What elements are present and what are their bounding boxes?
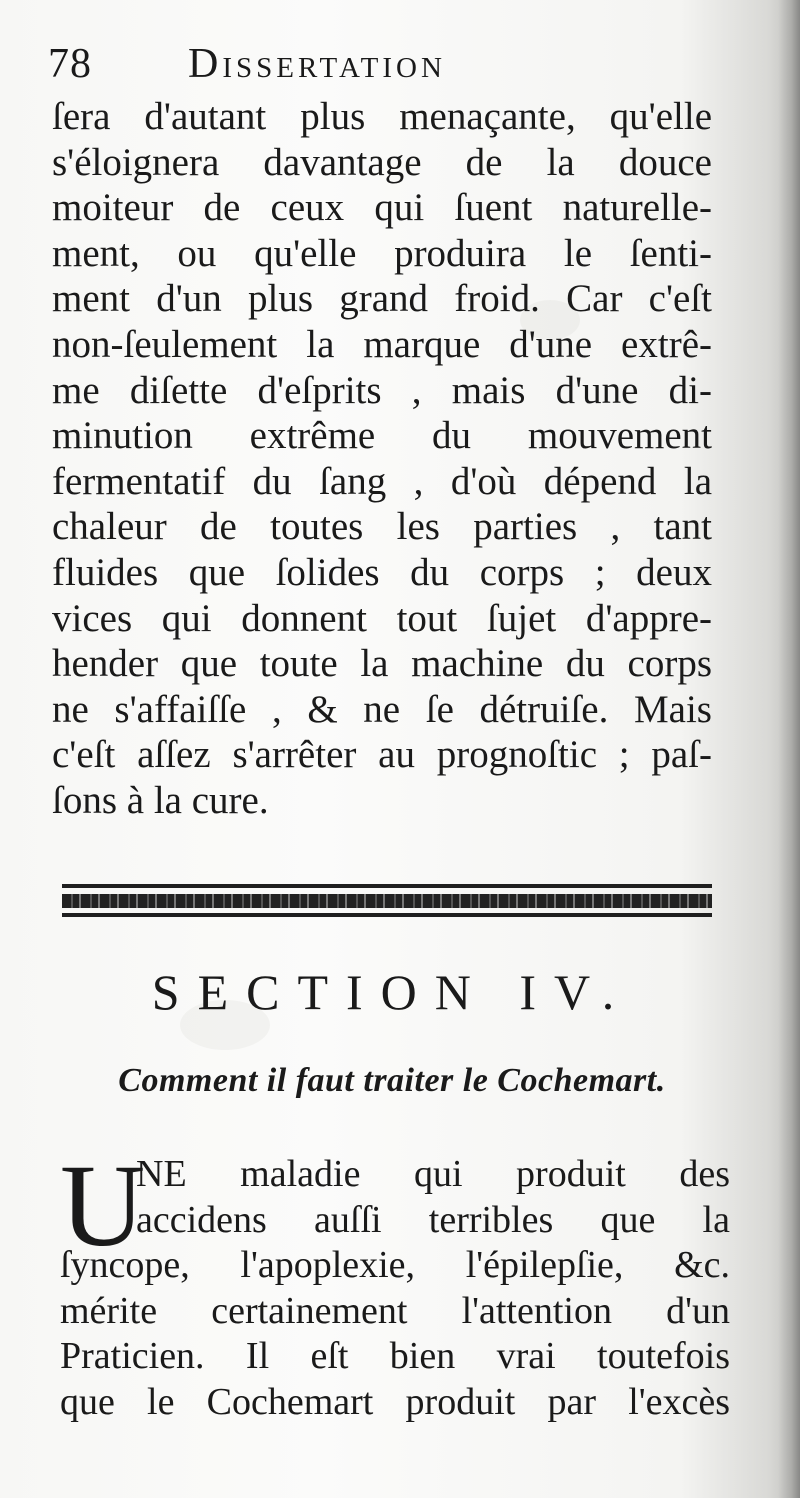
drop-cap: U	[60, 1140, 146, 1271]
text-line: me diſette d'eſprits , mais d'une di-	[52, 368, 712, 412]
text-line: s'éloignera davantage de la douce	[52, 140, 712, 184]
text-line: ſons à la cure.	[52, 778, 269, 822]
text-line: hender que toute la machine du corps	[52, 642, 712, 686]
rule-line-ornament	[62, 894, 712, 908]
rule-line-bottom	[62, 913, 712, 917]
text-line: vices qui donnent tout ſujet d'appre-	[52, 596, 712, 640]
text-line: non-ſeulement la marque d'une extrê-	[52, 322, 712, 366]
text-line: minution extrême du mouvement	[52, 414, 712, 458]
body-paragraph	[52, 94, 712, 824]
text-line: NE maladie qui produit des	[136, 1153, 730, 1195]
section-subtitle: Comment il faut traiter le Cochemart.	[118, 1062, 666, 1099]
text-line: que le Cochemart produit par l'excès	[60, 1380, 730, 1423]
text-line: c'eſt aſſez s'arrêter au prognoſtic ; paſ-	[52, 733, 712, 777]
section-heading: SECTION IV.	[151, 964, 633, 1020]
text-line: fluides que ſolides du corps ; deux	[52, 550, 712, 594]
text-line: Praticien. Il eſt bien vrai toutefois	[60, 1335, 730, 1378]
text-line: accidens auſſi terribles que la	[136, 1198, 730, 1241]
text-line: moiteur de ceux qui ſuent naturelle-	[52, 186, 712, 230]
text-line: chaleur de toutes les parties , tant	[52, 505, 712, 549]
running-head	[48, 36, 728, 92]
page-edge-shadow	[778, 0, 800, 1498]
ornamental-rule	[62, 884, 712, 920]
text-line: ſera d'autant plus menaçante, qu'elle	[52, 95, 712, 138]
text-line: ne s'affaiſſe , & ne ſe détruiſe. Mais	[52, 687, 712, 731]
running-title: Dissertation	[188, 41, 446, 87]
page-number: 78	[48, 41, 92, 87]
text-line: ſyncope, l'apoplexie, l'épilepſie, &c.	[60, 1244, 730, 1287]
text-line: ment, ou qu'elle produira le ſenti-	[52, 231, 712, 275]
text-line: ment d'un plus grand froid. Car c'eſt	[52, 277, 712, 321]
rule-line-top	[62, 884, 712, 888]
opening-paragraph	[60, 1140, 730, 1426]
text-line: mérite certainement l'attention d'un	[60, 1289, 730, 1332]
text-line: fermentatif du ſang , d'où dépend la	[52, 459, 712, 503]
